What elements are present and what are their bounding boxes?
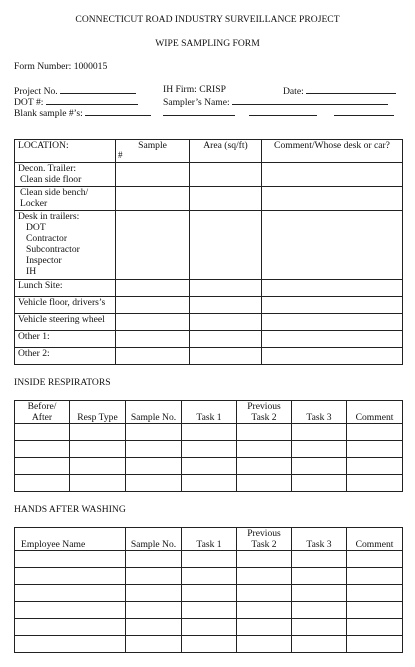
table-cell[interactable]	[347, 619, 403, 636]
table-cell[interactable]	[126, 458, 182, 475]
table-cell[interactable]	[126, 441, 182, 458]
sample-cell[interactable]	[116, 280, 190, 297]
comment-cell[interactable]	[262, 314, 403, 331]
desk-item: Subcontractor	[26, 244, 80, 255]
table-row	[15, 280, 403, 297]
table-cell[interactable]	[347, 568, 403, 585]
table-row	[15, 187, 403, 211]
sample-cell[interactable]	[116, 297, 190, 314]
table-cell[interactable]	[237, 441, 292, 458]
before-after-label-2: After	[31, 412, 53, 423]
desk-item: IH	[26, 266, 37, 277]
table-cell[interactable]	[292, 568, 347, 585]
date-line	[306, 84, 396, 94]
blank-sample-line-4	[334, 106, 394, 116]
table-cell[interactable]	[292, 475, 347, 492]
table-cell[interactable]	[182, 551, 237, 568]
before-after-label-1: Before/	[27, 401, 57, 412]
table-cell[interactable]	[292, 551, 347, 568]
table-cell[interactable]	[70, 475, 126, 492]
table-cell[interactable]	[237, 585, 292, 602]
table-row	[15, 602, 403, 619]
table-cell[interactable]	[182, 568, 237, 585]
desk-label: Desk in trailers:	[18, 211, 80, 222]
table-cell[interactable]	[15, 585, 126, 602]
table-row	[15, 348, 403, 365]
comment-cell[interactable]	[262, 163, 403, 187]
table-cell[interactable]	[292, 458, 347, 475]
area-cell[interactable]	[190, 280, 262, 297]
comment-cell[interactable]	[262, 211, 403, 280]
sample-hash: #	[118, 150, 123, 160]
task3-header: Task 3	[292, 528, 347, 551]
table-cell[interactable]	[15, 636, 126, 653]
table-cell[interactable]	[347, 424, 403, 441]
task3-header: Task 3	[292, 401, 347, 424]
table-cell[interactable]	[347, 636, 403, 653]
table-cell[interactable]	[126, 568, 182, 585]
location-table	[14, 139, 403, 365]
task1-header: Task 1	[182, 528, 237, 551]
other2-label: Other 2:	[15, 348, 116, 365]
desk-item: Contractor	[26, 233, 68, 244]
other1-label: Other 1:	[15, 331, 116, 348]
table-cell[interactable]	[237, 475, 292, 492]
table-cell[interactable]	[15, 602, 126, 619]
table-cell[interactable]	[347, 458, 403, 475]
table-row	[15, 314, 403, 331]
area-cell[interactable]	[190, 297, 262, 314]
table-cell[interactable]	[126, 551, 182, 568]
sample-cell[interactable]	[116, 331, 190, 348]
task1-header: Task 1	[182, 401, 237, 424]
comment-cell[interactable]	[262, 187, 403, 211]
blank-sample-line-3	[249, 106, 317, 116]
sampler-name-label: Sampler’s Name:	[163, 97, 230, 108]
comment-cell[interactable]	[262, 297, 403, 314]
table-cell[interactable]	[237, 619, 292, 636]
table-cell[interactable]	[70, 441, 126, 458]
area-cell[interactable]	[190, 348, 262, 365]
table-cell[interactable]	[126, 475, 182, 492]
comment-cell[interactable]	[262, 348, 403, 365]
blank-sample-lines	[163, 106, 394, 119]
table-row	[15, 297, 403, 314]
table-cell[interactable]	[126, 424, 182, 441]
comment-header: Comment	[347, 401, 403, 424]
lunch-label: Lunch Site:	[15, 280, 116, 297]
sample-cell[interactable]	[116, 187, 190, 211]
table-cell[interactable]	[15, 619, 126, 636]
table-cell[interactable]	[292, 424, 347, 441]
ih-firm: IH Firm: CRISP	[163, 84, 226, 95]
table-row	[15, 619, 403, 636]
dot-line	[46, 95, 138, 105]
sample-header-label: Sample	[138, 140, 167, 151]
table-cell[interactable]	[182, 458, 237, 475]
table-row	[15, 568, 403, 585]
table-cell[interactable]	[292, 441, 347, 458]
sample-cell[interactable]	[116, 211, 190, 280]
form-number: Form Number: 1000015	[14, 61, 108, 72]
table-cell[interactable]	[182, 636, 237, 653]
blank-sample-field[interactable]	[14, 106, 151, 119]
table-cell[interactable]	[182, 585, 237, 602]
blank-sample-line-1	[85, 106, 151, 116]
hands-table	[14, 527, 403, 653]
project-no-label: Project No.	[14, 86, 58, 97]
bench-cell	[15, 187, 116, 211]
area-cell[interactable]	[190, 314, 262, 331]
table-cell[interactable]	[347, 475, 403, 492]
table-cell[interactable]	[15, 568, 126, 585]
decon-label: Decon. Trailer:	[18, 163, 77, 174]
table-row	[15, 424, 403, 441]
table-row	[15, 163, 403, 187]
table-cell[interactable]	[237, 602, 292, 619]
table-row	[15, 551, 403, 568]
area-cell[interactable]	[190, 211, 262, 280]
area-header: Area (sq/ft)	[190, 140, 262, 163]
hands-title: HANDS AFTER WASHING	[14, 504, 126, 515]
task2-label: Task 2	[251, 539, 277, 550]
table-cell[interactable]	[15, 424, 70, 441]
table-cell[interactable]	[15, 458, 70, 475]
respirators-header-row	[15, 401, 403, 424]
table-row	[15, 475, 403, 492]
location-header-row	[15, 140, 403, 163]
table-row	[15, 211, 403, 280]
vehicle-wheel-label: Vehicle steering wheel	[15, 314, 116, 331]
before-after-header	[15, 401, 70, 424]
table-cell[interactable]	[15, 441, 70, 458]
bench-label-1: Clean side bench/	[20, 187, 89, 198]
table-cell[interactable]	[292, 636, 347, 653]
vehicle-floor-label: Vehicle floor, drivers’s	[15, 297, 116, 314]
project-no-line	[60, 84, 136, 94]
task2-label: Task 2	[251, 412, 277, 423]
task2-header	[237, 528, 292, 551]
comment-header: Comment/Whose desk or car?	[262, 140, 403, 163]
sample-cell[interactable]	[116, 314, 190, 331]
area-cell[interactable]	[190, 187, 262, 211]
comment-header: Comment	[347, 528, 403, 551]
blank-sample-line-2	[163, 106, 235, 116]
location-header: LOCATION:	[15, 140, 116, 163]
table-cell[interactable]	[292, 585, 347, 602]
comment-cell[interactable]	[262, 331, 403, 348]
table-cell[interactable]	[70, 424, 126, 441]
respirators-table	[14, 400, 403, 492]
sample-cell[interactable]	[116, 163, 190, 187]
table-cell[interactable]	[70, 458, 126, 475]
table-cell[interactable]	[182, 475, 237, 492]
table-cell[interactable]	[126, 619, 182, 636]
sample-no-header: Sample No.	[126, 528, 182, 551]
table-cell[interactable]	[237, 458, 292, 475]
table-cell[interactable]	[182, 441, 237, 458]
sampler-name-line	[232, 95, 388, 105]
desk-item: Inspector	[26, 255, 62, 266]
sample-no-header: Sample No.	[126, 401, 182, 424]
table-row	[15, 585, 403, 602]
comment-cell[interactable]	[262, 280, 403, 297]
table-cell[interactable]	[237, 424, 292, 441]
sample-header	[116, 140, 190, 163]
respirators-title: INSIDE RESPIRATORS	[14, 377, 111, 388]
desk-cell	[15, 211, 116, 280]
table-cell[interactable]	[15, 551, 126, 568]
table-row	[15, 331, 403, 348]
table-cell[interactable]	[237, 568, 292, 585]
area-cell[interactable]	[190, 331, 262, 348]
blank-sample-label: Blank sample #’s:	[14, 108, 83, 119]
table-row	[15, 441, 403, 458]
form-title: WIPE SAMPLING FORM	[155, 38, 260, 49]
decon-sub-label: Clean side floor	[20, 174, 82, 185]
decon-cell	[15, 163, 116, 187]
table-cell[interactable]	[292, 619, 347, 636]
sample-cell[interactable]	[116, 348, 190, 365]
table-cell[interactable]	[347, 551, 403, 568]
table-cell[interactable]	[15, 475, 70, 492]
desk-item: DOT	[26, 222, 46, 233]
bench-label-2: Locker	[20, 198, 48, 209]
previous-label: Previous	[247, 401, 281, 412]
area-cell[interactable]	[190, 163, 262, 187]
table-row	[15, 458, 403, 475]
table-cell[interactable]	[347, 441, 403, 458]
resp-type-header: Resp Type	[70, 401, 126, 424]
dot-label: DOT #:	[14, 97, 44, 108]
previous-label: Previous	[247, 528, 281, 539]
hands-header-row	[15, 528, 403, 551]
table-cell[interactable]	[292, 602, 347, 619]
project-title: CONNECTICUT ROAD INDUSTRY SURVEILLANCE PROJECT	[75, 14, 340, 25]
table-cell[interactable]	[126, 585, 182, 602]
table-cell[interactable]	[126, 636, 182, 653]
table-cell[interactable]	[237, 551, 292, 568]
table-cell[interactable]	[237, 636, 292, 653]
table-cell[interactable]	[182, 619, 237, 636]
table-cell[interactable]	[347, 585, 403, 602]
employee-header: Employee Name	[15, 528, 126, 551]
date-label: Date:	[283, 86, 304, 97]
table-cell[interactable]	[126, 602, 182, 619]
table-row	[15, 636, 403, 653]
task2-header	[237, 401, 292, 424]
table-cell[interactable]	[347, 602, 403, 619]
table-cell[interactable]	[182, 602, 237, 619]
table-cell[interactable]	[182, 424, 237, 441]
